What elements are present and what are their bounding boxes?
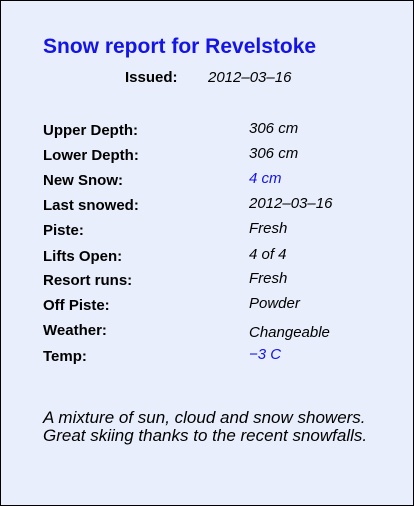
row-resort-runs <box>1 272 413 297</box>
row-lifts-open <box>1 248 413 273</box>
row-piste <box>1 222 413 247</box>
lower-depth-label: Lower Depth: <box>43 147 139 164</box>
weather-value: Changeable <box>249 324 330 341</box>
issued-label: Issued: <box>125 69 178 86</box>
resort-runs-label: Resort runs: <box>43 272 133 289</box>
row-weather <box>1 322 413 347</box>
upper-depth-value: 306 cm <box>249 120 299 137</box>
lifts-open-label: Lifts Open: <box>43 248 123 265</box>
off-piste-value: Powder <box>249 295 300 312</box>
temp-value: −3 C <box>249 346 282 363</box>
weather-label: Weather: <box>43 322 107 339</box>
piste-label: Piste: <box>43 222 84 239</box>
lifts-open-value: 4 of 4 <box>249 246 287 263</box>
upper-depth-label: Upper Depth: <box>43 122 138 139</box>
weather-summary <box>43 409 403 445</box>
last-snowed-value: 2012–03–16 <box>249 195 333 212</box>
off-piste-label: Off Piste: <box>43 297 110 314</box>
summary-line-1: A mixture of sun, cloud and snow showers. <box>43 408 366 427</box>
last-snowed-label: Last snowed: <box>43 197 139 214</box>
issued-date: 2012–03–16 <box>208 69 292 86</box>
row-temp <box>1 348 413 373</box>
summary-line-2: Great skiing thanks to the recent snowfalls. <box>43 426 368 445</box>
resort-runs-value: Fresh <box>249 270 288 287</box>
new-snow-value: 4 cm <box>249 170 282 187</box>
report-title: Snow report for Revelstoke <box>43 35 317 58</box>
row-last-snowed <box>1 197 413 222</box>
lower-depth-value: 306 cm <box>249 145 299 162</box>
piste-value: Fresh <box>249 220 288 237</box>
row-lower-depth <box>1 147 413 172</box>
temp-label: Temp: <box>43 348 87 365</box>
row-new-snow <box>1 172 413 197</box>
row-upper-depth <box>1 122 413 147</box>
row-off-piste <box>1 297 413 322</box>
new-snow-label: New Snow: <box>43 172 124 189</box>
